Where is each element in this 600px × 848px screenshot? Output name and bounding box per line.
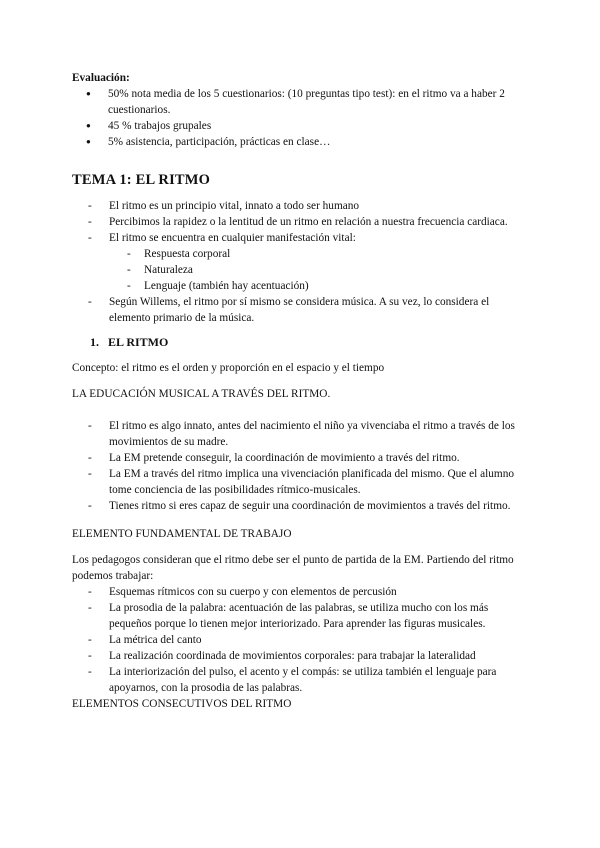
elemento-title: ELEMENTO FUNDAMENTAL DE TRABAJO: [72, 528, 292, 540]
section-number: 1.: [90, 335, 99, 349]
concepto-text: Concepto: el ritmo es el orden y proporción en el espacio y el tiempo: [72, 362, 385, 374]
list-item: - Tienes ritmo si eres capaz de seguir una coordinación de movimientos a través del ritmo.: [72, 498, 532, 514]
tema-list: [72, 198, 532, 246]
elemento-intro: Los pedagogos consideran que el ritmo debe ser el punto de partida de la EM. Partiendo del ritmo podemos trabajar:: [72, 554, 514, 582]
list-item: ● 50% nota media de los 5 cuestionarios: (10 preguntas tipo test): en el ritmo va a haber 2 cuestionarios.: [72, 86, 532, 118]
list-item: - La prosodia de la palabra: acentuación de las palabras, se utiliza mucho con los más pequeños porque lo tienen mejor interiorizado. Para aprender las figuras musicales.: [72, 600, 532, 632]
evaluacion-list: [72, 86, 532, 150]
list-item: - La realización coordinada de movimientos corporales: para trabajar la lateralidad: [72, 648, 532, 664]
evaluacion-heading: Evaluación:: [72, 72, 130, 84]
list-item: ● 45 % trabajos grupales: [72, 118, 532, 134]
tema-sublist: [72, 246, 532, 294]
tema-list-last: [72, 294, 532, 326]
list-item: - Percibimos la rapidez o la lentitud de un ritmo en relación a nuestra frecuencia cardiaca.: [72, 214, 532, 230]
section-title: EL RITMO: [108, 335, 169, 349]
list-item: - La métrica del canto: [72, 632, 532, 648]
list-item: - Esquemas rítmicos con su cuerpo y con elementos de percusión: [72, 584, 532, 600]
list-item: - El ritmo se encuentra en cualquier manifestación vital:: [72, 230, 532, 246]
list-item: ● 5% asistencia, participación, prácticas en clase…: [72, 134, 532, 150]
tema-title: TEMA 1: EL RITMO: [72, 172, 211, 188]
list-item: - Lenguaje (también hay acentuación): [72, 278, 532, 294]
list-item: - Según Willems, el ritmo por sí mismo se considera música. A su vez, lo considera el elemento primario de la música.: [72, 294, 532, 326]
document-page: [72, 70, 532, 712]
educacion-list: [72, 418, 532, 514]
list-item: - La EM a través del ritmo implica una vivenciación planificada del mismo. Que el alumno tome conciencia de las posibilidades rítmico-musicales.: [72, 466, 532, 498]
elemento-list: [72, 584, 532, 696]
section-heading: [90, 334, 532, 350]
list-item: - El ritmo es algo innato, antes del nacimiento el niño ya vivenciaba el ritmo a través de los movimientos de su madre.: [72, 418, 532, 450]
list-item: - La EM pretende conseguir, la coordinación de movimiento a través del ritmo.: [72, 450, 532, 466]
educacion-title: LA EDUCACIÓN MUSICAL A TRAVÉS DEL RITMO.: [72, 388, 331, 400]
list-item: - La interiorización del pulso, el acento y el compás: se utiliza también el lenguaje para apoyarnos, con la prosodia de las palabras.: [72, 664, 532, 696]
list-item: - El ritmo es un principio vital, innato a todo ser humano: [72, 198, 532, 214]
consecutivos-title: ELEMENTOS CONSECUTIVOS DEL RITMO: [72, 698, 292, 710]
list-item: - Respuesta corporal: [72, 246, 532, 262]
list-item: - Naturaleza: [72, 262, 532, 278]
